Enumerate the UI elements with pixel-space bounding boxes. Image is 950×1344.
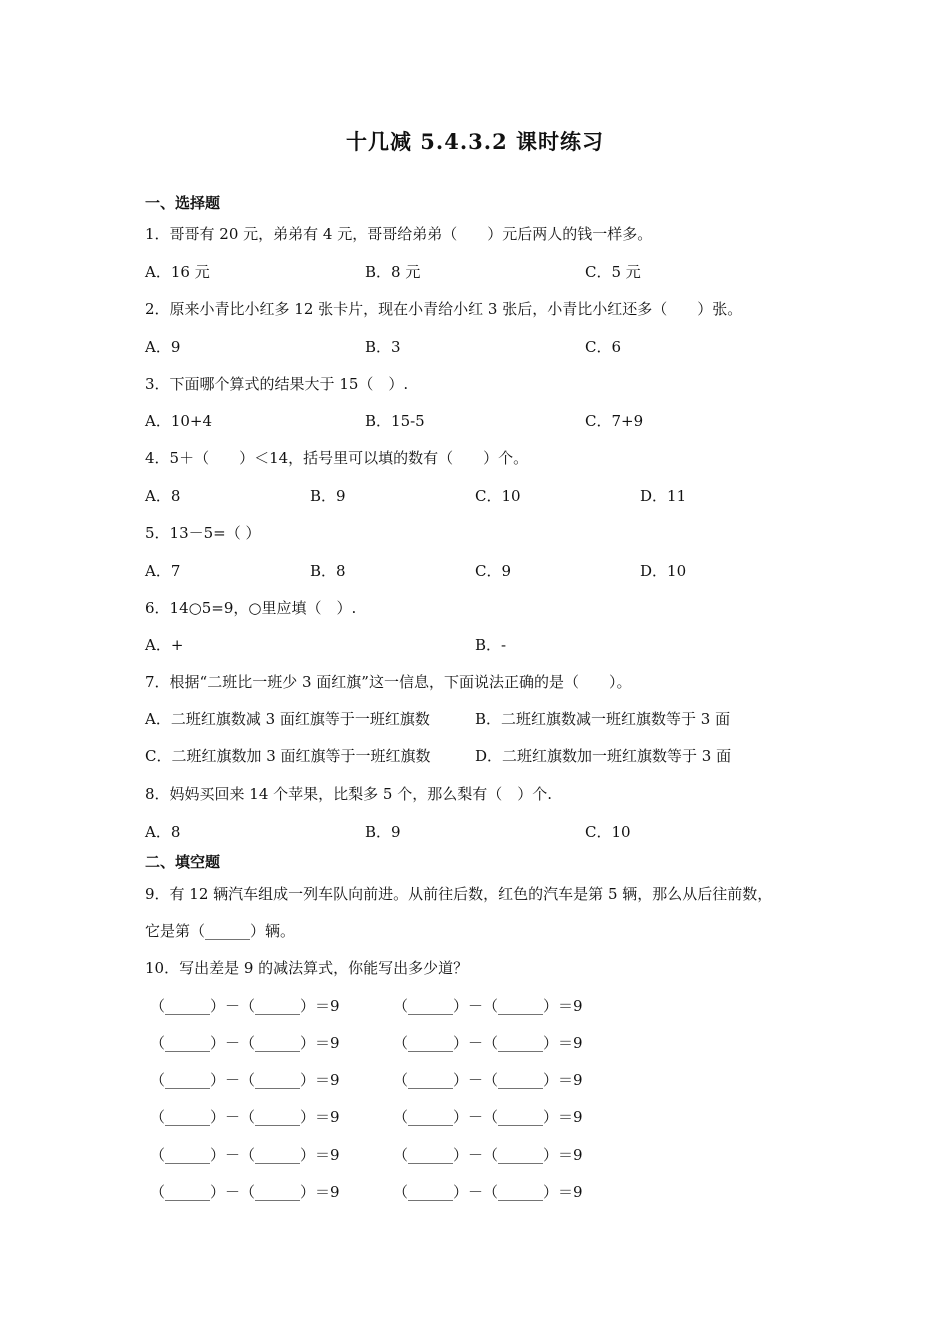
equation-blank: （______）－（______）＝9 <box>393 1034 583 1052</box>
option-b: B．8 <box>310 562 346 580</box>
option-a: A．16 元 <box>145 263 210 281</box>
option-a: A．+ <box>145 636 184 654</box>
equation-blank: （______）－（______）＝9 <box>150 1108 340 1126</box>
option-c: C．10 <box>585 823 631 841</box>
question-4-stem: 4．5＋（ ）＜14，括号里可以填的数有（ ）个。 <box>145 449 529 467</box>
equation-blank: （______）－（______）＝9 <box>150 997 340 1015</box>
question-9-line-1: 9．有 12 辆汽车组成一列车队向前进。从前往后数，红色的汽车是第 5 辆，那么从后往前数， <box>145 885 773 903</box>
option-c: C．二班红旗数加 3 面红旗等于一班红旗数 <box>145 747 431 765</box>
question-3-stem: 3．下面哪个算式的结果大于 15（ ）. <box>145 375 409 393</box>
section-heading-fill-blank: 二、填空题 <box>145 853 221 871</box>
section-heading-choice: 一、选择题 <box>145 194 221 212</box>
question-9-line-2: 它是第（______）辆。 <box>145 922 296 940</box>
option-b: B．8 元 <box>365 263 421 281</box>
page-title: 十几减 5.4.3.2 课时练习 <box>345 129 604 154</box>
option-a: A．8 <box>145 823 181 841</box>
option-a: A．9 <box>145 338 181 356</box>
option-b: B．3 <box>365 338 401 356</box>
option-b: B．- <box>475 636 507 654</box>
option-b: B．9 <box>365 823 401 841</box>
equation-blank: （______）－（______）＝9 <box>393 997 583 1015</box>
question-7-stem: 7．根据“二班比一班少 3 面红旗”这一信息，下面说法正确的是（ ）。 <box>145 673 632 691</box>
equation-blank: （______）－（______）＝9 <box>393 1146 583 1164</box>
equation-blank: （______）－（______）＝9 <box>150 1071 340 1089</box>
question-6-stem: 6．14○5=9，○里应填（ ）. <box>145 599 357 617</box>
option-d: D．二班红旗数加一班红旗数等于 3 面 <box>475 747 732 765</box>
equation-blank: （______）－（______）＝9 <box>393 1183 583 1201</box>
option-a: A．8 <box>145 487 181 505</box>
option-c: C．10 <box>475 487 521 505</box>
option-b: B．9 <box>310 487 346 505</box>
option-b: B．二班红旗数减一班红旗数等于 3 面 <box>475 710 731 728</box>
equation-blank: （______）－（______）＝9 <box>150 1034 340 1052</box>
question-10-stem: 10．写出差是 9 的减法算式，你能写出多少道？ <box>145 959 469 977</box>
option-c: C．6 <box>585 338 622 356</box>
option-b: B．15-5 <box>365 412 425 430</box>
question-5-stem: 5．13－5=（ ） <box>145 524 261 542</box>
question-1-stem: 1．哥哥有 20 元，弟弟有 4 元，哥哥给弟弟（ ）元后两人的钱一样多。 <box>145 225 653 243</box>
option-a: A．7 <box>145 562 181 580</box>
option-a: A．二班红旗数减 3 面红旗等于一班红旗数 <box>145 710 430 728</box>
option-a: A．10+4 <box>145 412 213 430</box>
equation-blank: （______）－（______）＝9 <box>150 1183 340 1201</box>
option-c: C．9 <box>475 562 512 580</box>
option-c: C．7+9 <box>585 412 644 430</box>
question-2-stem: 2．原来小青比小红多 12 张卡片，现在小青给小红 3 张后，小青比小红还多（ ）张。 <box>145 300 743 318</box>
option-d: D．10 <box>640 562 687 580</box>
equation-blank: （______）－（______）＝9 <box>393 1071 583 1089</box>
option-d: D．11 <box>640 487 687 505</box>
equation-blank: （______）－（______）＝9 <box>150 1146 340 1164</box>
option-c: C．5 元 <box>585 263 641 281</box>
equation-blank: （______）－（______）＝9 <box>393 1108 583 1126</box>
question-8-stem: 8．妈妈买回来 14 个苹果，比梨多 5 个，那么梨有（ ）个. <box>145 785 553 803</box>
